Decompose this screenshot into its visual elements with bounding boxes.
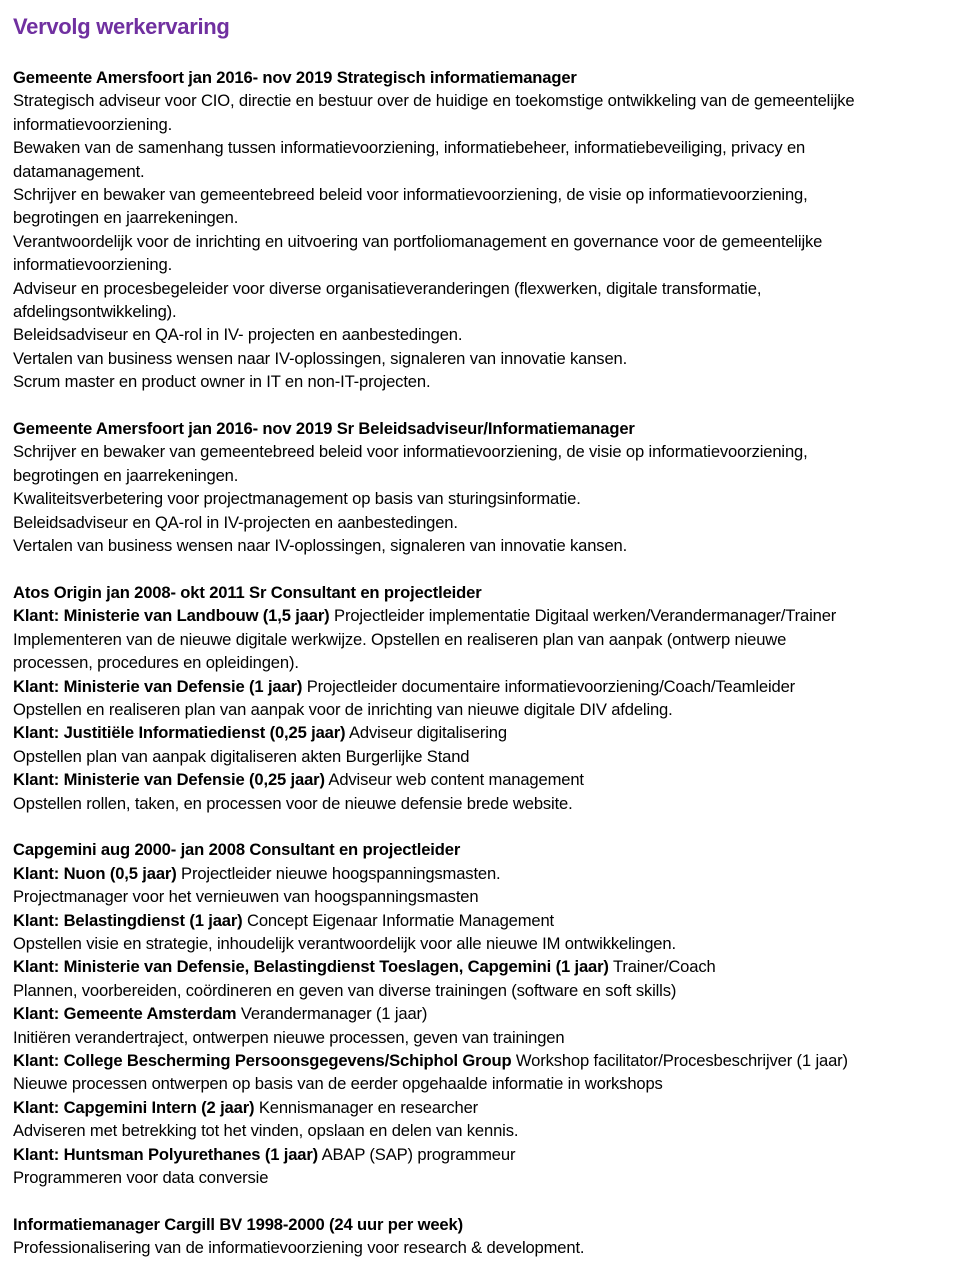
line-text: Projectleider documentaire informatievoorziening/Coach/Teamleider: [302, 676, 796, 696]
bold-label: Informatiemanager Cargill BV 1998-2000 (24 uur per week): [13, 1214, 463, 1234]
text-line: [13, 160, 946, 183]
line-text: Projectleider nieuwe hoogspanningsmasten.: [176, 863, 501, 883]
bold-label: Atos Origin jan 2008- okt 2011 Sr Consultant en projectleider: [13, 582, 482, 602]
line-text: Concept Eigenaar Informatie Management: [242, 910, 555, 930]
text-line: [13, 675, 946, 698]
line-text: Adviseur web content management: [324, 770, 584, 790]
experience-section: [13, 417, 946, 557]
section-heading: [13, 66, 946, 89]
bold-label: Klant: Nuon (0,5 jaar): [13, 863, 177, 883]
line-text: Workshop facilitator/Procesbeschrijver (1 jaar): [511, 1051, 848, 1071]
text-line: [13, 862, 946, 885]
section-heading: [13, 581, 946, 604]
text-line: [13, 1096, 946, 1119]
line-text: Initiëren verandertraject, ontwerpen nieuwe processen, geven van trainingen: [13, 1027, 565, 1047]
text-line: [13, 1119, 946, 1142]
text-line: [13, 1166, 946, 1189]
bold-label: Klant: Capgemini Intern (2 jaar): [13, 1097, 255, 1117]
text-line: [13, 323, 946, 346]
text-line: [13, 113, 946, 136]
page-title: Vervolg werkervaring: [13, 14, 230, 39]
text-line: [13, 1049, 946, 1072]
text-line: [13, 136, 946, 159]
bold-label: Klant: Ministerie van Defensie (0,25 jaar): [13, 770, 325, 790]
text-line: [13, 253, 946, 276]
section-heading: [13, 417, 946, 440]
text-line: [13, 698, 946, 721]
text-line: [13, 932, 946, 955]
line-text: informatievoorziening.: [13, 255, 173, 275]
line-text: Vertalen van business wensen naar IV-oplossingen, signaleren van innovatie kansen.: [13, 536, 628, 556]
work-experience-list: [13, 66, 946, 1260]
text-line: [13, 721, 946, 744]
bold-label: Gemeente Amersfoort jan 2016- nov 2019 Sr Beleidsadviseur/Informatiemanager: [13, 419, 635, 439]
line-text: Plannen, voorbereiden, coördineren en geven van diverse trainingen (software en soft skills): [13, 980, 677, 1000]
line-text: Adviseur en procesbegeleider voor diverse organisatieveranderingen (flexwerken, digitale transformatie,: [13, 278, 762, 298]
section-heading: [13, 838, 946, 861]
text-line: [13, 370, 946, 393]
bold-label: Klant: College Bescherming Persoonsgegevens/Schiphol Group: [13, 1051, 512, 1071]
bold-label: Klant: Belastingdienst (1 jaar): [13, 910, 243, 930]
text-line: [13, 909, 946, 932]
bold-label: Klant: Gemeente Amsterdam: [13, 1004, 237, 1024]
text-line: [13, 1072, 946, 1095]
line-text: Opstellen plan van aanpak digitaliseren akten Burgerlijke Stand: [13, 746, 470, 766]
line-text: Schrijver en bewaker van gemeentebreed beleid voor informatievoorziening, de visie op informatievoorziening,: [13, 185, 808, 205]
line-text: Adviseren met betrekking tot het vinden, opslaan en delen van kennis.: [13, 1121, 519, 1141]
text-line: [13, 1143, 946, 1166]
text-line: [13, 1002, 946, 1025]
line-text: datamanagement.: [13, 161, 145, 181]
bold-label: Klant: Huntsman Polyurethanes (1 jaar): [13, 1144, 319, 1164]
line-text: Bewaken van de samenhang tussen informatievoorziening, informatiebeheer, informatiebeveiliging, privacy en: [13, 138, 806, 158]
line-text: Opstellen visie en strategie, inhoudelijk verantwoordelijk voor alle nieuwe IM ontwikkelingen.: [13, 933, 676, 953]
line-text: Schrijver en bewaker van gemeentebreed beleid voor informatievoorziening, de visie op informatievoorziening,: [13, 442, 808, 462]
text-line: [13, 1236, 946, 1259]
text-line: [13, 604, 946, 627]
line-text: Verandermanager (1 jaar): [236, 1004, 428, 1024]
text-line: [13, 792, 946, 815]
bold-label: Klant: Justitiële Informatiedienst (0,25 jaar): [13, 723, 346, 743]
experience-section: [13, 66, 946, 394]
text-line: [13, 347, 946, 370]
line-text: Opstellen rollen, taken, en processen voor de nieuwe defensie brede website.: [13, 793, 573, 813]
bold-label: Klant: Ministerie van Defensie (1 jaar): [13, 676, 303, 696]
line-text: Trainer/Coach: [608, 957, 716, 977]
text-line: [13, 628, 946, 651]
text-line: [13, 487, 946, 510]
line-text: Verantwoordelijk voor de inrichting en uitvoering van portfoliomanagement en governance voor de gemeentelijke: [13, 231, 823, 251]
text-line: [13, 300, 946, 323]
text-line: [13, 768, 946, 791]
line-text: Projectmanager voor het vernieuwen van hoogspanningsmasten: [13, 887, 479, 907]
text-line: [13, 183, 946, 206]
text-line: [13, 464, 946, 487]
line-text: Adviseur digitalisering: [345, 723, 507, 743]
text-line: [13, 885, 946, 908]
bold-label: Capgemini aug 2000- jan 2008 Consultant en projectleider: [13, 840, 461, 860]
text-line: [13, 89, 946, 112]
line-text: begrotingen en jaarrekeningen.: [13, 208, 239, 228]
line-text: ABAP (SAP) programmeur: [318, 1144, 516, 1164]
line-text: afdelingsontwikkeling).: [13, 302, 177, 322]
line-text: Vertalen van business wensen naar IV-oplossingen, signaleren van innovatie kansen.: [13, 348, 628, 368]
bold-label: Gemeente Amersfoort jan 2016- nov 2019 Strategisch informatiemanager: [13, 68, 577, 87]
line-text: Kwaliteitsverbetering voor projectmanagement op basis van sturingsinformatie.: [13, 489, 581, 509]
line-text: informatievoorziening.: [13, 114, 173, 134]
line-text: Projectleider implementatie Digitaal werken/Verandermanager/Trainer: [329, 606, 837, 626]
section-heading: [13, 1213, 946, 1236]
text-line: [13, 745, 946, 768]
bold-label: Klant: Ministerie van Landbouw (1,5 jaar): [13, 606, 330, 626]
line-text: Nieuwe processen ontwerpen op basis van de eerder opgehaalde informatie in workshops: [13, 1074, 663, 1094]
line-text: Beleidsadviseur en QA-rol in IV-projecten en aanbestedingen.: [13, 512, 458, 532]
text-line: [13, 979, 946, 1002]
line-text: Beleidsadviseur en QA-rol in IV- projecten en aanbestedingen.: [13, 325, 463, 345]
experience-section: [13, 838, 946, 1189]
text-line: [13, 440, 946, 463]
bold-label: Klant: Ministerie van Defensie, Belastingdienst Toeslagen, Capgemini (1 jaar): [13, 957, 609, 977]
line-text: processen, procedures en opleidingen).: [13, 653, 299, 673]
text-line: [13, 230, 946, 253]
experience-section: [13, 1213, 946, 1260]
line-text: Professionalisering van de informatievoorziening voor research & development.: [13, 1238, 585, 1258]
line-text: Kennismanager en researcher: [254, 1097, 479, 1117]
line-text: Strategisch adviseur voor CIO, directie en bestuur over de huidige en toekomstige ontwikkeling van de gemeentelijke: [13, 91, 855, 111]
line-text: Opstellen en realiseren plan van aanpak voor de inrichting van nieuwe digitale DIV afdeling.: [13, 699, 673, 719]
experience-section: [13, 581, 946, 815]
line-text: Implementeren van de nieuwe digitale werkwijze. Opstellen en realiseren plan van aanpak (ontwerp nieuwe: [13, 629, 787, 649]
text-line: [13, 534, 946, 557]
text-line: [13, 511, 946, 534]
text-line: [13, 955, 946, 978]
text-line: [13, 651, 946, 674]
text-line: [13, 1026, 946, 1049]
line-text: begrotingen en jaarrekeningen.: [13, 465, 239, 485]
text-line: [13, 277, 946, 300]
line-text: Scrum master en product owner in IT en non-IT-projecten.: [13, 372, 431, 392]
text-line: [13, 206, 946, 229]
line-text: Programmeren voor data conversie: [13, 1168, 269, 1188]
